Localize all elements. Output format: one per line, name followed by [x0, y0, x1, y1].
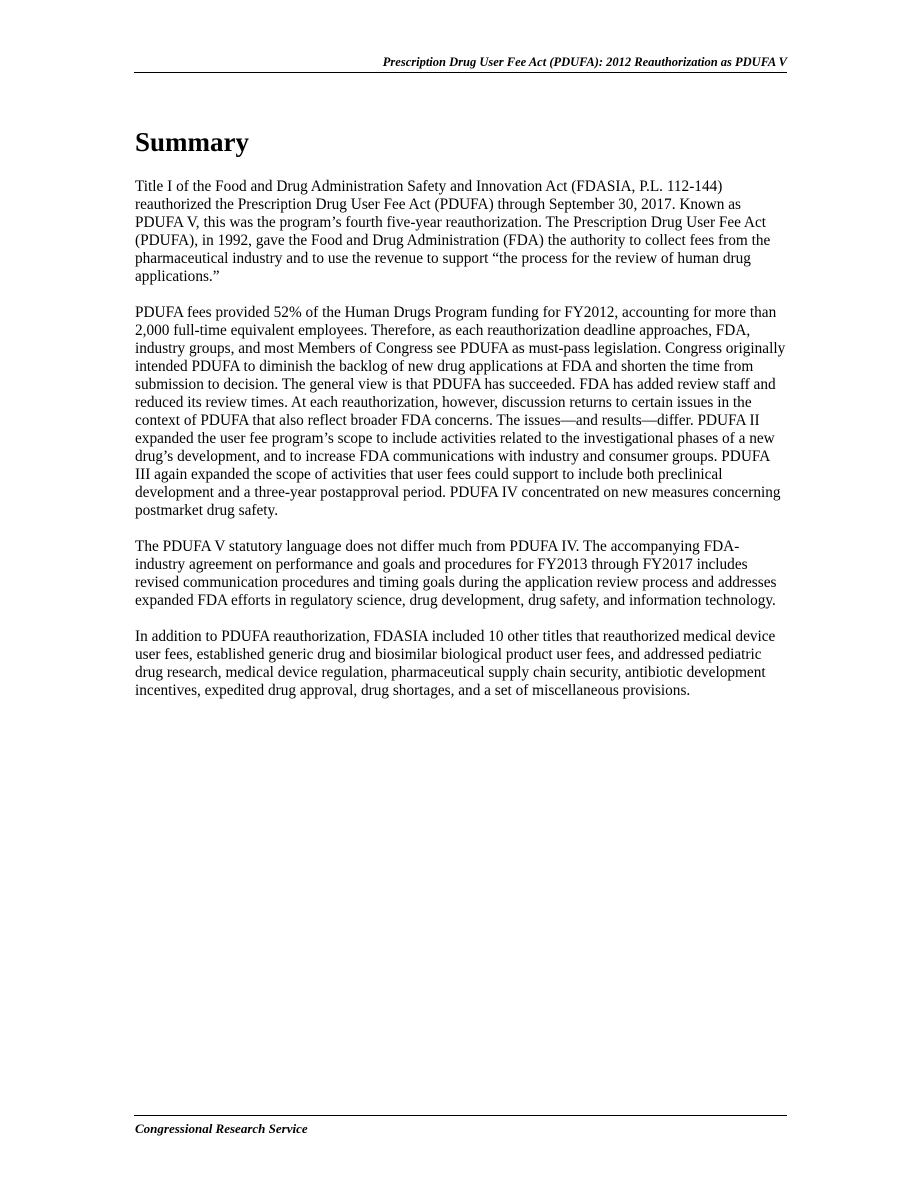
- running-footer: Congressional Research Service: [135, 1121, 308, 1136]
- summary-body: [135, 178, 787, 718]
- summary-paragraph-4: In addition to PDUFA reauthorization, FDASIA included 10 other titles that reauthorized medical device user fees, established generic drug and biosimilar biological product user fees, and addressed pediatric drug research, medical device regulation, pharmaceutical supply chain security, antibiotic development incentives, expedited drug approval, drug shortages, and a set of miscellaneous provisions.: [135, 628, 776, 699]
- summary-paragraph-1: Title I of the Food and Drug Administration Safety and Innovation Act (FDASIA, P.L. 112-144) reauthorized the Prescription Drug User Fee Act (PDUFA) through September 30, 2017. Known as PDUFA V, this was the program’s fourth five-year reauthorization. The Prescription Drug User Fee Act (PDUFA), in 1992, gave the Food and Drug Administration (FDA) the authority to collect fees from the pharmaceutical industry and to use the revenue to support “the process for the review of human drug applications.”: [135, 178, 771, 285]
- summary-paragraph-3: The PDUFA V statutory language does not differ much from PDUFA IV. The accompanying FDA-industry agreement on performance and goals and procedures for FY2013 through FY2017 includes revised communication procedures and timing goals during the application review process and addresses expanded FDA efforts in regulatory science, drug development, drug safety, and information technology.: [135, 538, 777, 609]
- running-header: Prescription Drug User Fee Act (PDUFA): 2012 Reauthorization as PDUFA V: [382, 55, 787, 69]
- summary-paragraph-2: PDUFA fees provided 52% of the Human Drugs Program funding for FY2012, accounting for more than 2,000 full-time equivalent employees. Therefore, as each reauthorization deadline approaches, FDA, industry groups, and most Members of Congress see PDUFA as must-pass legislation. Congress originally intended PDUFA to diminish the backlog of new drug applications at FDA and shorten the time from submission to decision. The general view is that PDUFA has succeeded. FDA has added review staff and reduced its review times. At each reauthorization, however, discussion returns to certain issues in the context of PDUFA that also reflect broader FDA concerns. The issues—and results—differ. PDUFA II expanded the user fee program’s scope to include activities related to the investigational phases of a new drug’s development, and to increase FDA communications with industry and consumer groups. PDUFA III again expanded the scope of activities that user fees could support to include both preclinical development and a three-year postapproval period. PDUFA IV concentrated on new measures concerning postmarket drug safety.: [135, 304, 786, 519]
- page-title: Summary: [135, 127, 249, 157]
- header-divider: [134, 72, 787, 73]
- footer-divider: [134, 1115, 787, 1116]
